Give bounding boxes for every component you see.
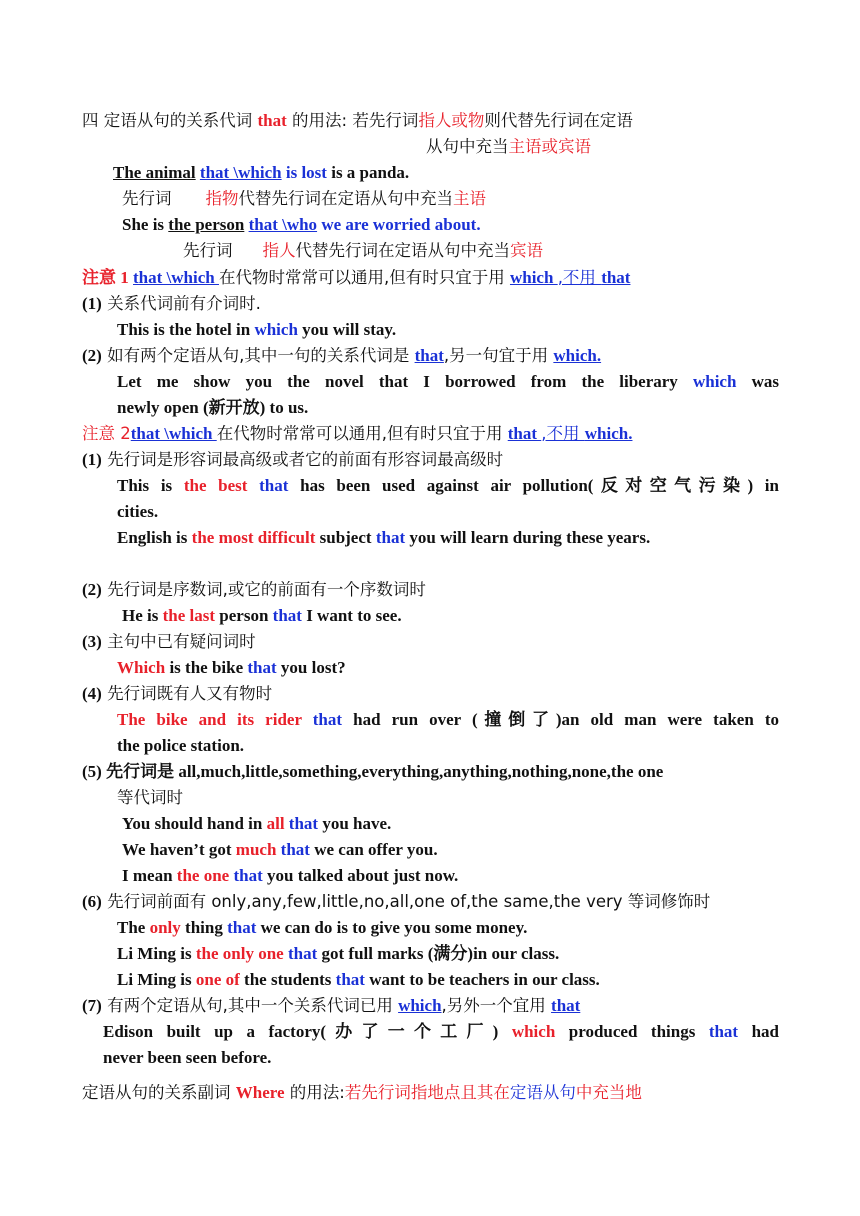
case-6: (6) 先行词前面有 only,any,few,little,no,all,one of,the same,the very 等词修饰时 — [82, 892, 711, 911]
rule-1-example: This is the hotel in which you will stay. — [117, 320, 397, 339]
case-5-cont: 等代词时 — [117, 788, 183, 807]
case-2: (2) 先行词是序数词,或它的前面有一个序数词时 — [82, 580, 426, 599]
case-6-example-c: Li Ming is one of the students that want to be teachers in our class. — [117, 970, 600, 989]
case-4-example: The bike and its rider that had run over (撞倒了)an old man were taken to — [117, 710, 779, 729]
case-6-example-a: The only thing that we can do is to give you some money. — [117, 918, 528, 937]
rule-2-example: Let me show you the novel that I borrowed from the liberary which was — [117, 372, 779, 391]
case-1-example-b: English is the most difficult subject that you will learn during these years. — [117, 528, 651, 547]
case-1: (1) 先行词是形容词最高级或者它的前面有形容词最高级时 — [82, 450, 504, 469]
case-2-example: He is the last person that I want to see. — [122, 606, 402, 625]
where-heading: 定语从句的关系副词 Where 的用法:若先行词指地点且其在定语从句中充当地 — [82, 1083, 642, 1102]
note-antecedent-thing: 先行词 指物代替先行词在定语从句中充当主语 — [122, 189, 486, 208]
case-4-example-cont: the police station. — [117, 736, 245, 755]
case-7-example: Edison built up a factory(办了一个工厂) which produced things that had — [103, 1022, 779, 1041]
case-5-example-c: I mean the one that you talked about just now. — [122, 866, 459, 885]
case-1-example-a-cont: cities. — [117, 502, 159, 521]
case-7-example-cont: never been seen before. — [103, 1048, 272, 1067]
example-person: She is the person that \who we are worried about. — [122, 215, 481, 234]
rule-1: (1) 关系代词前有介词时. — [82, 294, 261, 313]
case-4: (4) 先行词既有人又有物时 — [82, 684, 273, 703]
case-7: (7) 有两个定语从句,其中一个关系代词已用 which,另外一个宜用 that — [82, 996, 581, 1015]
rule-2: (2) 如有两个定语从句,其中一句的关系代词是 that,另一句宜于用 which. — [82, 346, 602, 365]
attention-1: 注意 1 that \which 在代物时常常可以通用,但有时只宜于用 which ,不用 that — [82, 268, 631, 287]
case-3-example: Which is the bike that you lost? — [117, 658, 346, 677]
case-6-example-b: Li Ming is the only one that got full marks (满分)in our class. — [117, 944, 560, 963]
case-1-example-a: This is the best that has been used against air pollution(反对空气污染) in — [117, 476, 779, 495]
section-heading: 四 定语从句的关系代词 that 的用法: 若先行词指人或物则代替先行词在定语 — [82, 111, 633, 130]
case-3: (3) 主句中已有疑问词时 — [82, 632, 256, 651]
case-5-example-a: You should hand in all that you have. — [122, 814, 392, 833]
note-antecedent-person: 先行词 指人代替先行词在定语从句中充当宾语 — [183, 241, 543, 260]
example-animal: The animal that \which is lost is a panda. — [113, 163, 410, 182]
rule-2-example-cont: newly open (新开放) to us. — [117, 398, 309, 417]
attention-2: 注意 2that \which 在代物时常常可以通用,但有时只宜于用 that ,不用 which. — [82, 424, 633, 443]
case-5: (5) 先行词是 all,much,little,something,everything,anything,nothing,none,the one — [82, 762, 664, 781]
case-5-example-b: We haven’t got much that we can offer you. — [122, 840, 438, 859]
section-heading-cont: 从句中充当主语或宾语 — [426, 137, 591, 156]
